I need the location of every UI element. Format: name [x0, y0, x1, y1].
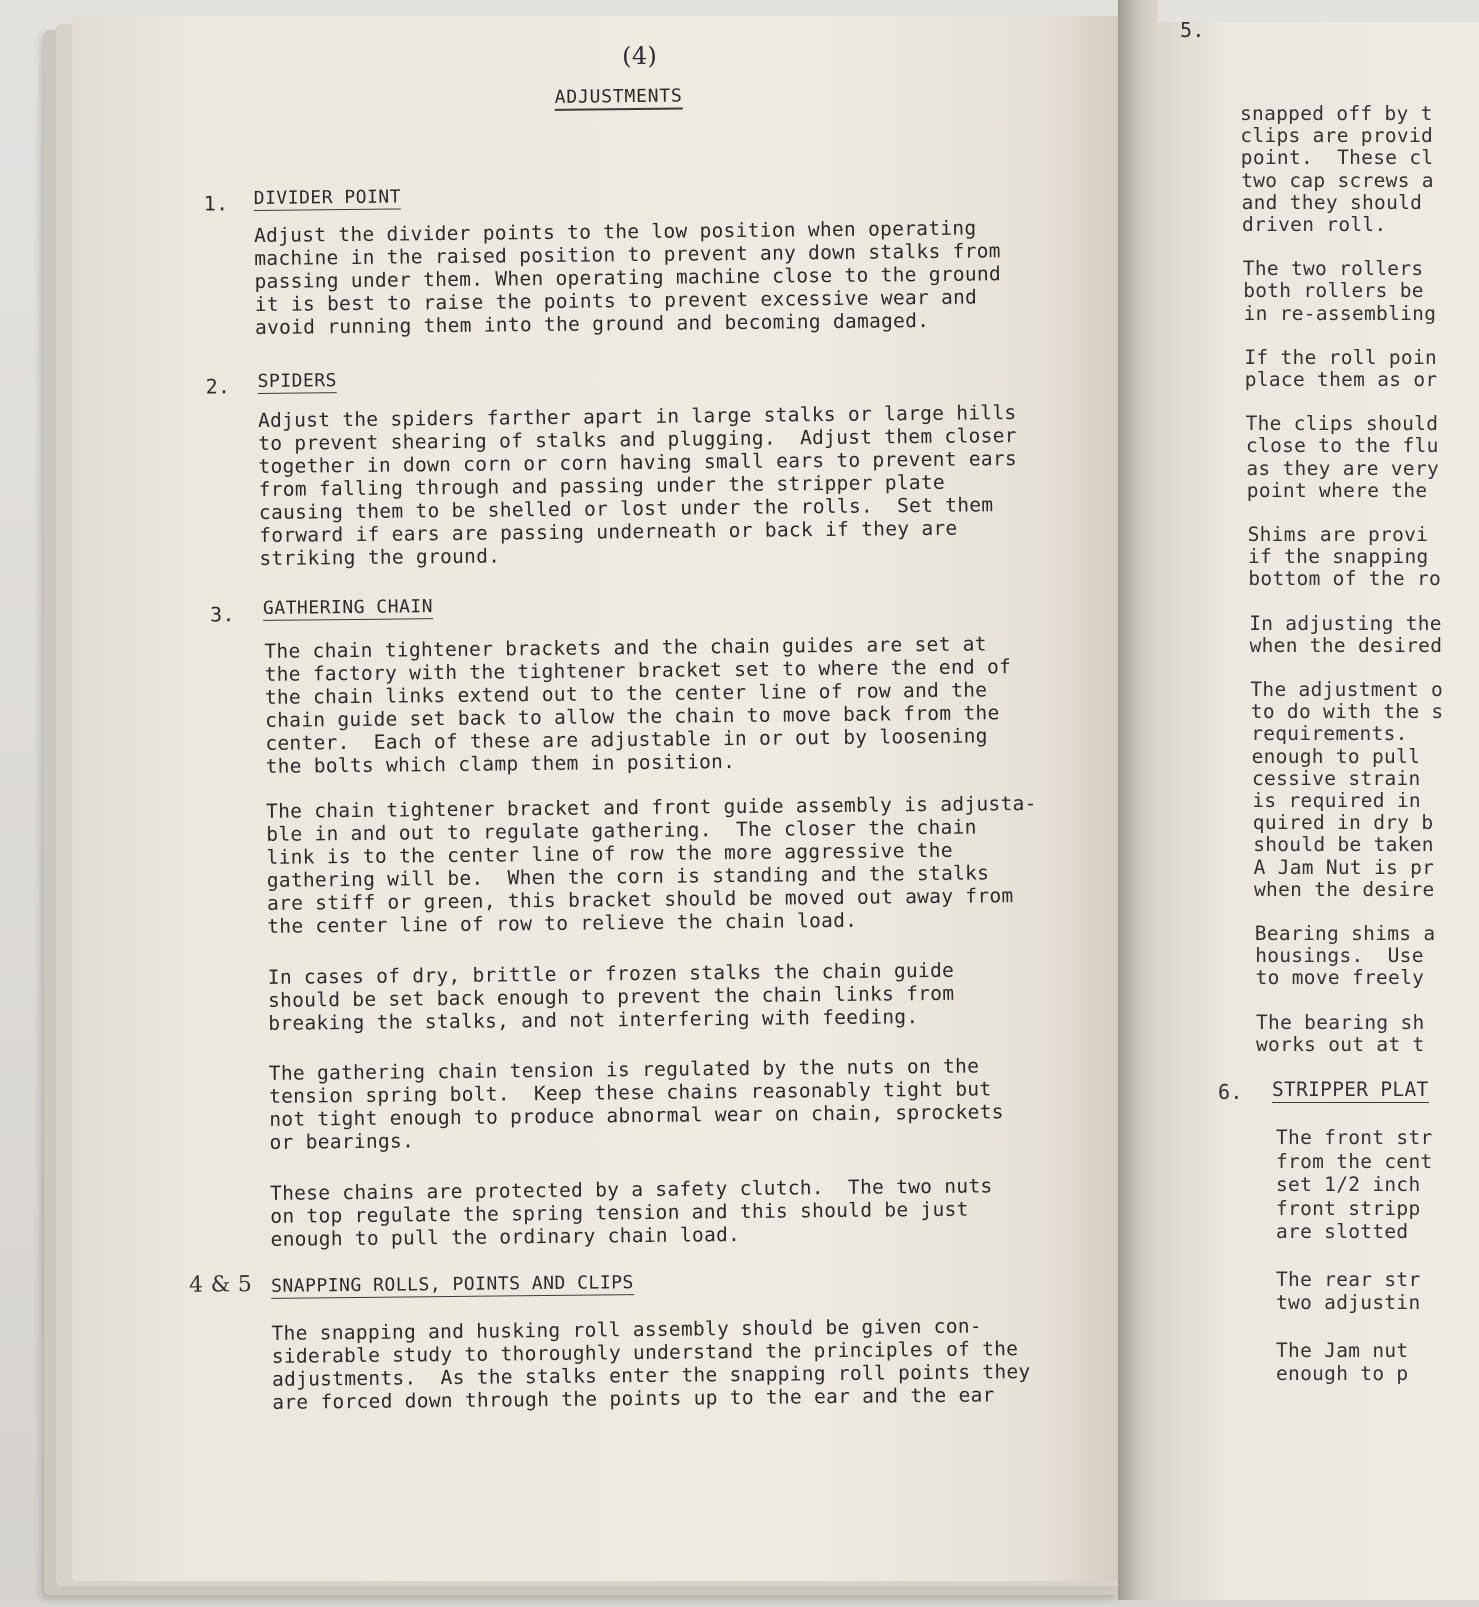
paragraph-line: when the desired — [1249, 633, 1443, 657]
paragraph-line: from the cent — [1276, 1149, 1433, 1173]
paragraph-line: A Jam Nut is pr — [1253, 855, 1435, 879]
paragraph-line: These chains are protected by a safety clutch. The two nuts — [269, 1174, 993, 1205]
paragraph-line: The chain tightener brackets and the chain guides are set at — [264, 632, 987, 663]
paragraph-line: two cap screws a — [1241, 168, 1434, 192]
paragraph-line: The chain tightener bracket and front guide assembly is adjusta- — [265, 791, 1037, 823]
paragraph-line: and they should — [1241, 190, 1423, 214]
page-number-fragment: 5. — [1180, 18, 1205, 42]
paragraph-line: driven roll. — [1242, 213, 1387, 236]
paragraph-line: as they are very — [1246, 456, 1440, 480]
paragraph-line: are slotted — [1276, 1220, 1409, 1243]
paragraph-line: siderable study to thoroughly understand the principles of the — [271, 1337, 1019, 1368]
paragraph-line: on top regulate the spring tension and this should be just — [270, 1197, 969, 1228]
paragraph-line: set 1/2 inch — [1276, 1173, 1421, 1196]
paragraph-line: enough to p — [1276, 1362, 1409, 1385]
paragraph-line: the factory with the tightener bracket set to where the end of — [264, 655, 1012, 686]
paragraph-line: If the roll poin — [1244, 345, 1438, 369]
paragraph-line: snapped off by t — [1240, 102, 1433, 125]
paragraph-line: requirements. — [1251, 722, 1408, 746]
paragraph-line: bottom of the ro — [1248, 567, 1442, 591]
paragraph-line: the chain links extend out to the center line of row and the — [264, 678, 988, 709]
paragraph-line: The rear str — [1276, 1267, 1421, 1291]
paragraph-line: chain guide set back to allow the chain to move back from the — [265, 701, 1000, 732]
paragraph-line: close to the flu — [1246, 434, 1439, 458]
paragraph-line: The bearing sh — [1256, 1010, 1425, 1034]
section-number: 2. — [205, 374, 231, 399]
paragraph-line: in re-assembling — [1243, 301, 1437, 325]
paragraph-line: are forced down through the points up to the ear and the ear — [272, 1383, 995, 1414]
right-page-content — [1140, 0, 1479, 1600]
section-number: 1. — [203, 191, 229, 216]
section-heading: SPIDERS — [257, 370, 338, 392]
paragraph-line: point. These cl — [1240, 146, 1434, 170]
paragraph-line: the bolts which clamp them in position. — [265, 750, 736, 778]
paragraph-line: The adjustment o — [1250, 678, 1444, 701]
paragraph-line: Bearing shims a — [1254, 922, 1436, 945]
paragraph-line: to move freely — [1255, 966, 1425, 990]
paragraph-line: link is to the center line of row the more aggressive the — [266, 838, 953, 869]
paragraph-line: point where the — [1246, 478, 1428, 502]
paragraph-line: gathering will be. When the corn is standing and the stalks — [266, 861, 990, 892]
paragraph-line: when the desire — [1254, 877, 1435, 901]
paragraph-line: machine in the raised position to prevent any down stalks from — [254, 239, 1001, 271]
paragraph-line: works out at t — [1256, 1032, 1425, 1056]
paragraph-line: from falling through and passing under the stripper plate — [258, 470, 946, 501]
paragraph-line: housings. Use — [1255, 944, 1424, 968]
paragraph-line: enough to pull the ordinary chain load. — [270, 1222, 741, 1251]
section-heading: DIVIDER POINT — [253, 186, 402, 210]
section-number: 4 & 5 — [188, 1272, 253, 1298]
paragraph-line: Shims are provi — [1247, 523, 1429, 546]
paragraph-line: The clips should — [1245, 412, 1439, 436]
paragraph-line: The front str — [1276, 1126, 1433, 1149]
paragraph-line: ble in and out to regulate gathering. The closer the chain — [266, 815, 977, 846]
paragraph-line: should be taken — [1253, 833, 1434, 857]
section-heading: SNAPPING ROLLS, POINTS AND CLIPS — [270, 1272, 634, 1297]
paragraph-line: In adjusting the — [1249, 611, 1442, 635]
paragraph-line: forward if ears are passing underneath or back if they are — [259, 516, 958, 547]
paragraph-line: to do with the s — [1250, 700, 1444, 724]
paragraph-line: Adjust the spiders farther apart in large stalks or large hills — [257, 401, 1017, 432]
paragraph-line: if the snapping — [1248, 545, 1429, 569]
page-number: (4) — [622, 41, 658, 71]
page-title: ADJUSTMENTS — [555, 86, 683, 111]
paragraph-line: center. Each of these are adjustable in or out by loosening — [265, 724, 988, 755]
paragraph-line: place them as or — [1244, 368, 1438, 391]
section-number: 3. — [209, 602, 235, 627]
paragraph-line: cessive strain — [1252, 766, 1421, 790]
paragraph-line: or bearings. — [269, 1129, 415, 1154]
paragraph-line: adjustments. As the stalks enter the snapping roll points they — [271, 1359, 1031, 1391]
paragraph-line: together in down corn or corn having small ears to prevent ears — [258, 447, 1018, 478]
paragraph-line: passing under them. When operating machine close to the ground — [254, 262, 1002, 294]
paragraph-line: tension spring bolt. Keep these chains reasonably tight but — [268, 1077, 992, 1108]
paragraph-line: to prevent shearing of stalks and plugging. Adjust them closer — [258, 424, 1017, 455]
paragraph-line: avoid running them into the ground and becoming damaged. — [254, 308, 930, 340]
paragraph-line: Adjust the divider points to the low position when operating — [253, 216, 977, 248]
paragraph-line: should be set back enough to prevent the chain links from — [267, 981, 955, 1012]
paragraph-line: clips are provid — [1240, 124, 1434, 148]
paragraph-line: not tight enough to produce abnormal wear on chain, sprockets — [269, 1100, 1004, 1131]
paragraph-line: two adjustin — [1276, 1291, 1421, 1314]
paragraph-line: the center line of row to relieve the chain load. — [267, 908, 858, 938]
paragraph-line: are stiff or green, this bracket should be moved out away from — [266, 884, 1014, 915]
section-heading: STRIPPER PLAT — [1272, 1078, 1429, 1101]
paragraph-line: enough to pull — [1251, 744, 1421, 768]
paragraph-line: is required in — [1252, 789, 1421, 812]
paragraph-line: In cases of dry, brittle or frozen stalks the chain guide — [267, 958, 955, 989]
paragraph-line: it is best to raise the points to prevent excessive wear and — [254, 285, 978, 317]
paragraph-line: front stripp — [1276, 1196, 1421, 1220]
paragraph-line: The Jam nut — [1276, 1338, 1409, 1362]
paragraph-line: breaking the stalks, and not interfering with feeding. — [268, 1005, 919, 1035]
paragraph-line: causing them to be shelled or lost under the rolls. Set them — [258, 493, 994, 524]
paragraph-line: striking the ground. — [259, 544, 501, 570]
paragraph-line: The snapping and husking roll assembly should be given con- — [271, 1314, 983, 1345]
paragraph-line: The gathering chain tension is regulated by the nuts on the — [268, 1054, 980, 1085]
paragraph-line: both rollers be — [1243, 279, 1424, 303]
section-heading: GATHERING CHAIN — [262, 596, 434, 619]
section-number: 6. — [1218, 1080, 1243, 1104]
paragraph-line: The two rollers — [1242, 257, 1424, 281]
paragraph-line: quired in dry b — [1252, 811, 1434, 835]
